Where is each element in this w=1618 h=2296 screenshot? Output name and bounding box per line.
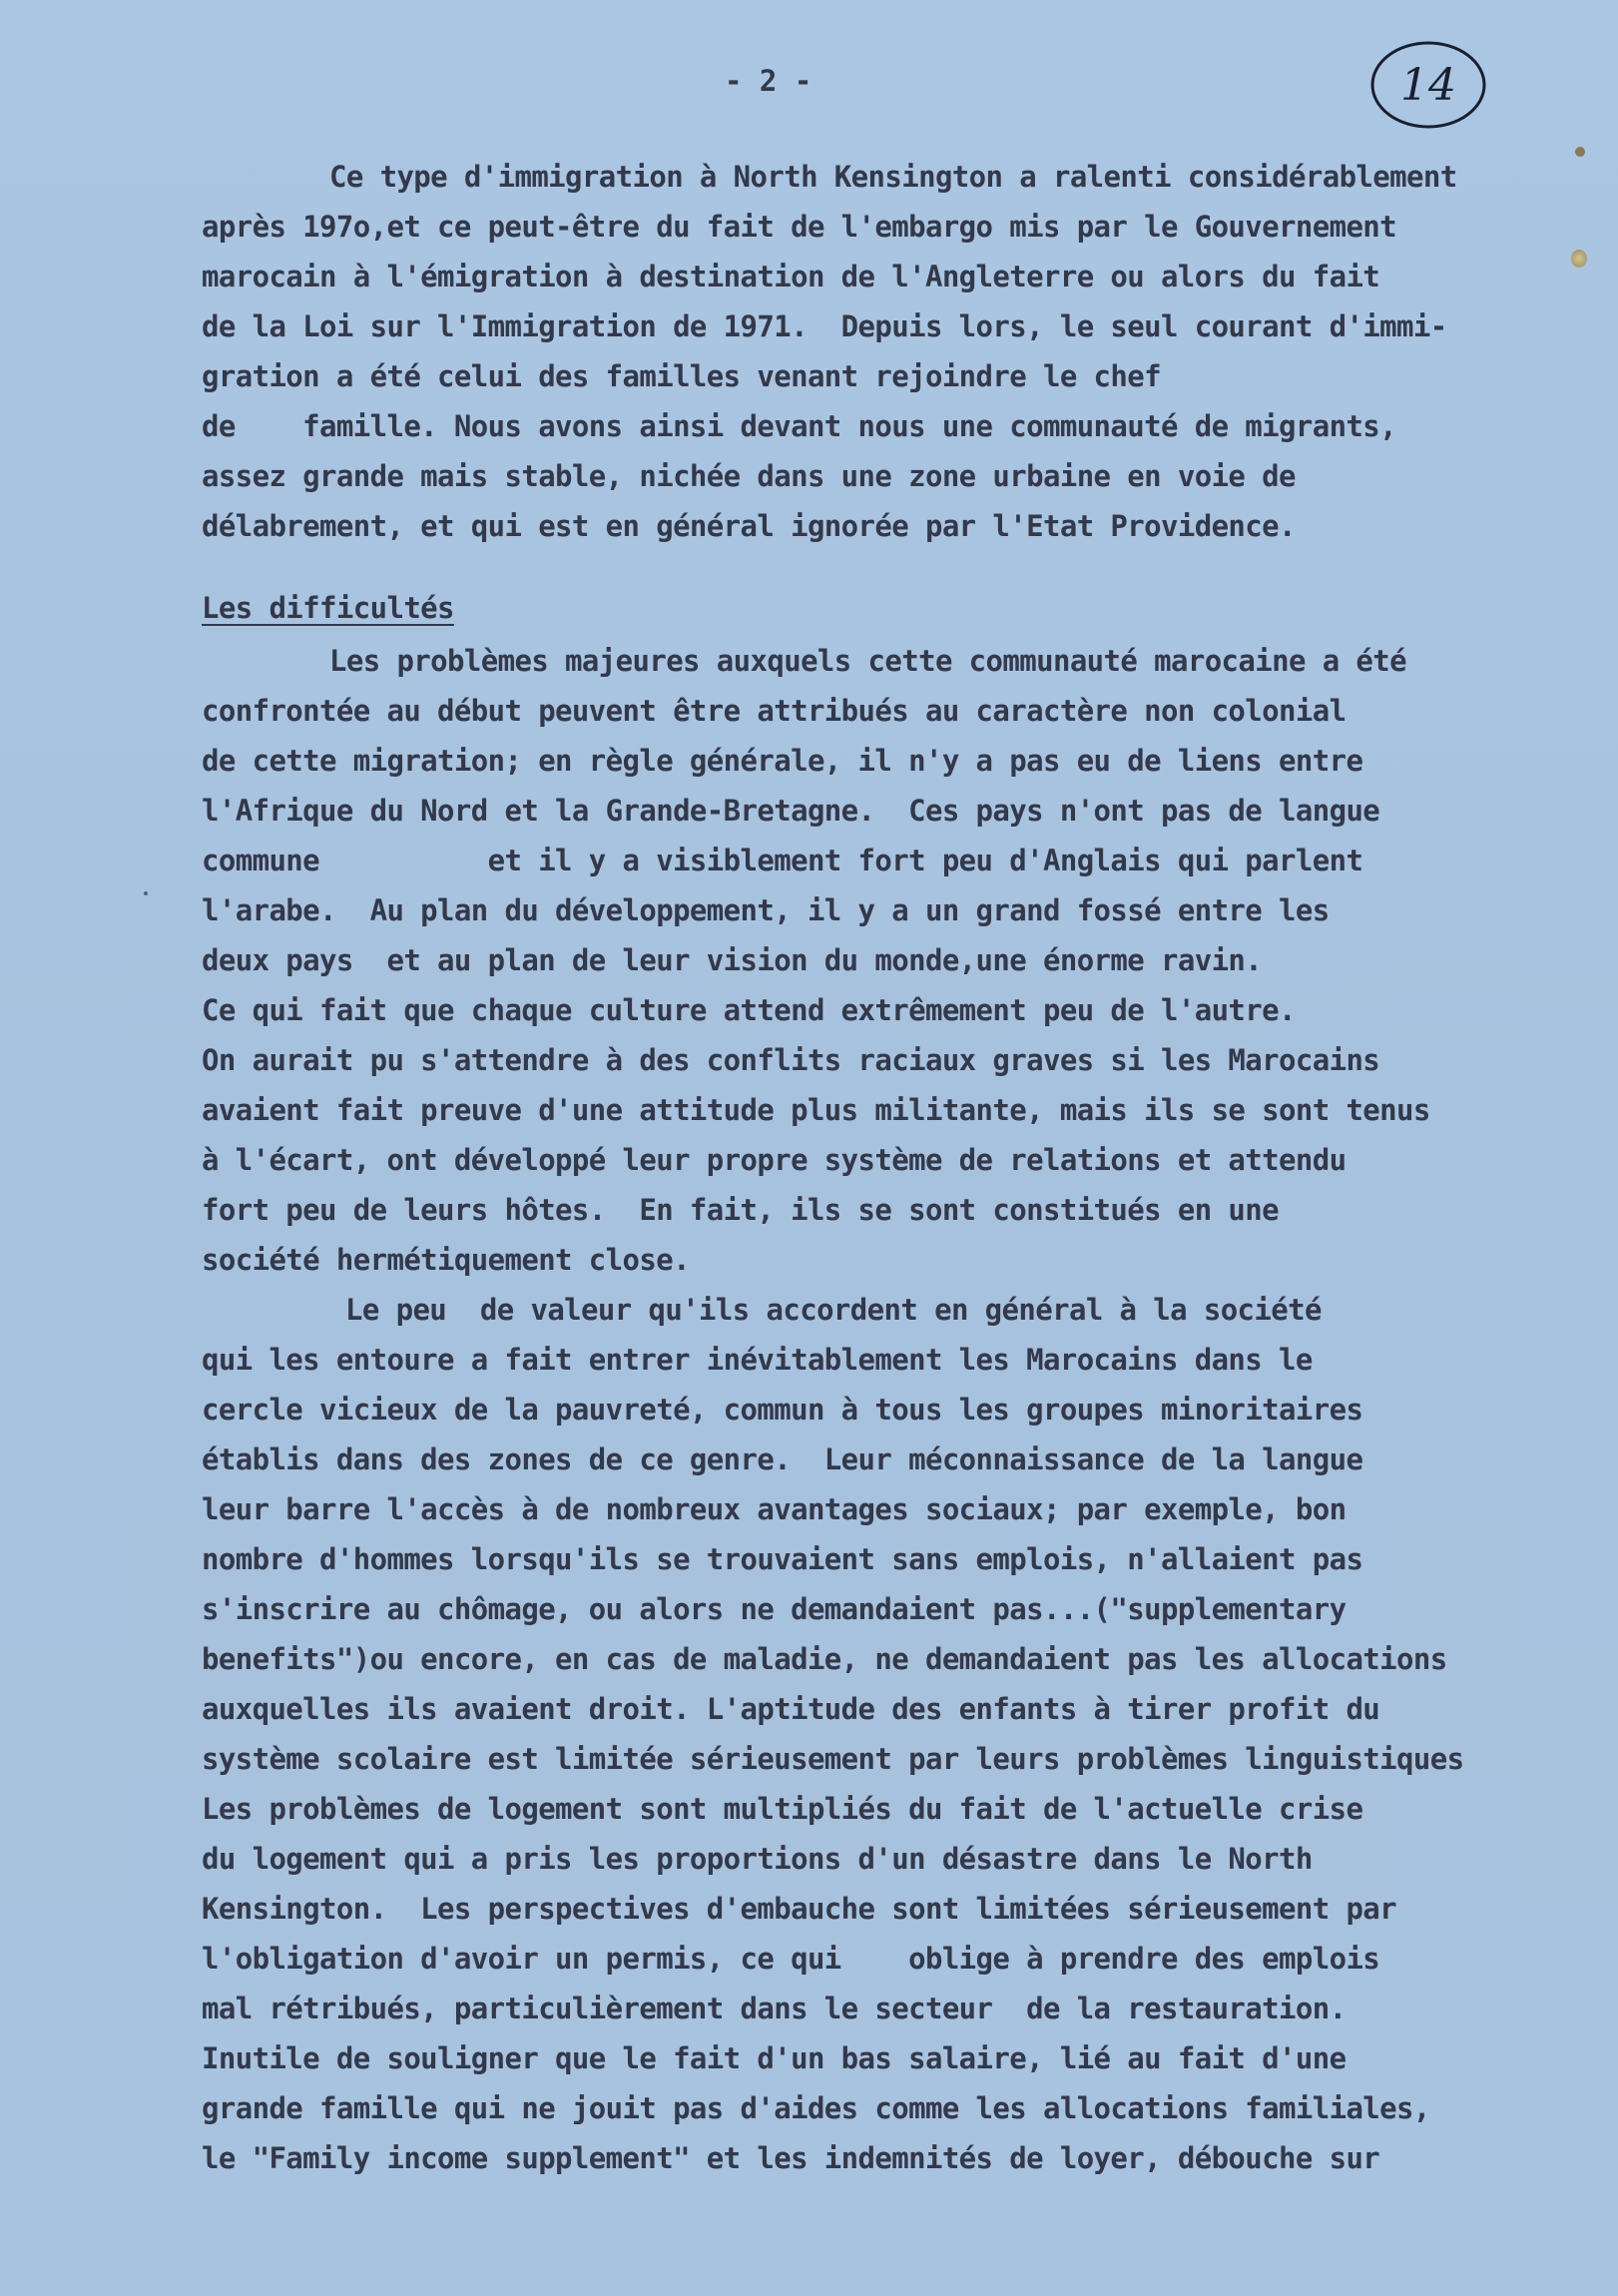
text-line: Les problèmes majeures auxquels cette communauté marocaine a été (329, 644, 1407, 678)
paper-stain (1575, 147, 1585, 157)
text-line: de la Loi sur l'Immigration de 1971. Depuis lors, le seul courant d'immi- (202, 309, 1447, 343)
text-line: confrontée au début peuvent être attribués au caractère non colonial (202, 694, 1347, 728)
text-line: Le peu de valeur qu'ils accordent en général à la société (345, 1293, 1322, 1327)
text-line: Ce qui fait que chaque culture attend extrêmement peu de l'autre. (202, 993, 1296, 1027)
text-line: benefits")ou encore, en cas de maladie, ne demandaient pas les allocations (202, 1642, 1447, 1676)
handwritten-folio-number (1367, 36, 1489, 134)
text-line: On aurait pu s'attendre à des conflits raciaux graves si les Marocains (202, 1043, 1380, 1077)
text-line: Ce type d'immigration à North Kensington a ralenti considérablement (329, 160, 1457, 194)
text-line: fort peu de leurs hôtes. En fait, ils se sont constitués en une (202, 1193, 1280, 1227)
text-line: assez grande mais stable, nichée dans une zone urbaine en voie de (202, 459, 1296, 493)
text-line: de famille. Nous avons ainsi devant nous une communauté de migrants, (202, 409, 1397, 443)
text-line: l'arabe. Au plan du développement, il y a un grand fossé entre les (202, 893, 1330, 927)
paper-speck (144, 891, 148, 895)
text-line: de cette migration; en règle générale, il n'y a pas eu de liens entre (202, 744, 1363, 778)
folio-circle-icon (1367, 36, 1489, 134)
text-line: Kensington. Les perspectives d'embauche sont limitées sérieusement par (202, 1892, 1397, 1926)
text-line: marocain à l'émigration à destination de l'Angleterre ou alors du fait (202, 260, 1380, 293)
text-line: gration a été celui des familles venant rejoindre le chef (202, 359, 1161, 393)
text-line: délabrement, et qui est en général ignorée par l'Etat Providence. (202, 509, 1296, 543)
text-line: commune et il y a visiblement fort peu d'Anglais qui parlent (202, 844, 1363, 877)
text-line: leur barre l'accès à de nombreux avantages sociaux; par exemple, bon (202, 1492, 1347, 1526)
text-line: le "Family income supplement" et les indemnités de loyer, débouche sur (202, 2141, 1380, 2175)
text-line: nombre d'hommes lorsqu'ils se trouvaient sans emplois, n'allaient pas (202, 1542, 1363, 1576)
text-line: Les problèmes de logement sont multipliés du fait de l'actuelle crise (202, 1792, 1363, 1826)
text-line: à l'écart, ont développé leur propre système de relations et attendu (202, 1143, 1347, 1177)
text-line: s'inscrire au chômage, ou alors ne demandaient pas...("supplementary (202, 1592, 1347, 1626)
text-line: grande famille qui ne jouit pas d'aides comme les allocations familiales, (202, 2091, 1430, 2125)
text-line: qui les entoure a fait entrer inévitablement les Marocains dans le (202, 1343, 1313, 1377)
text-line: du logement qui a pris les proportions d'un désastre dans le North (202, 1842, 1313, 1876)
text-line: mal rétribués, particulièrement dans le secteur de la restauration. (202, 1992, 1347, 2025)
text-line: auxquelles ils avaient droit. L'aptitude des enfants à tirer profit du (202, 1692, 1380, 1726)
svg-text:14: 14 (1400, 60, 1456, 111)
text-line: après 197o,et ce peut-être du fait de l'embargo mis par le Gouvernement (202, 210, 1397, 244)
text-line: cercle vicieux de la pauvreté, commun à tous les groupes minoritaires (202, 1393, 1363, 1427)
text-line: deux pays et au plan de leur vision du monde,une énorme ravin. (202, 943, 1263, 977)
page-number: - 2 - (725, 64, 812, 98)
text-line: avaient fait preuve d'une attitude plus militante, mais ils se sont tenus (202, 1093, 1430, 1127)
text-line: système scolaire est limitée sérieusement par leurs problèmes linguistiques (202, 1742, 1464, 1776)
text-line: établis dans des zones de ce genre. Leur méconnaissance de la langue (202, 1442, 1363, 1476)
text-line: société hermétiquement close. (202, 1243, 690, 1277)
section-heading: Les difficultés (202, 591, 454, 625)
text-line: Inutile de souligner que le fait d'un bas salaire, lié au fait d'une (202, 2041, 1347, 2075)
text-line: l'obligation d'avoir un permis, ce qui oblige à prendre des emplois (202, 1942, 1380, 1976)
text-line: l'Afrique du Nord et la Grande-Bretagne. Ces pays n'ont pas de langue (202, 794, 1380, 828)
paper-stain (1571, 250, 1587, 268)
